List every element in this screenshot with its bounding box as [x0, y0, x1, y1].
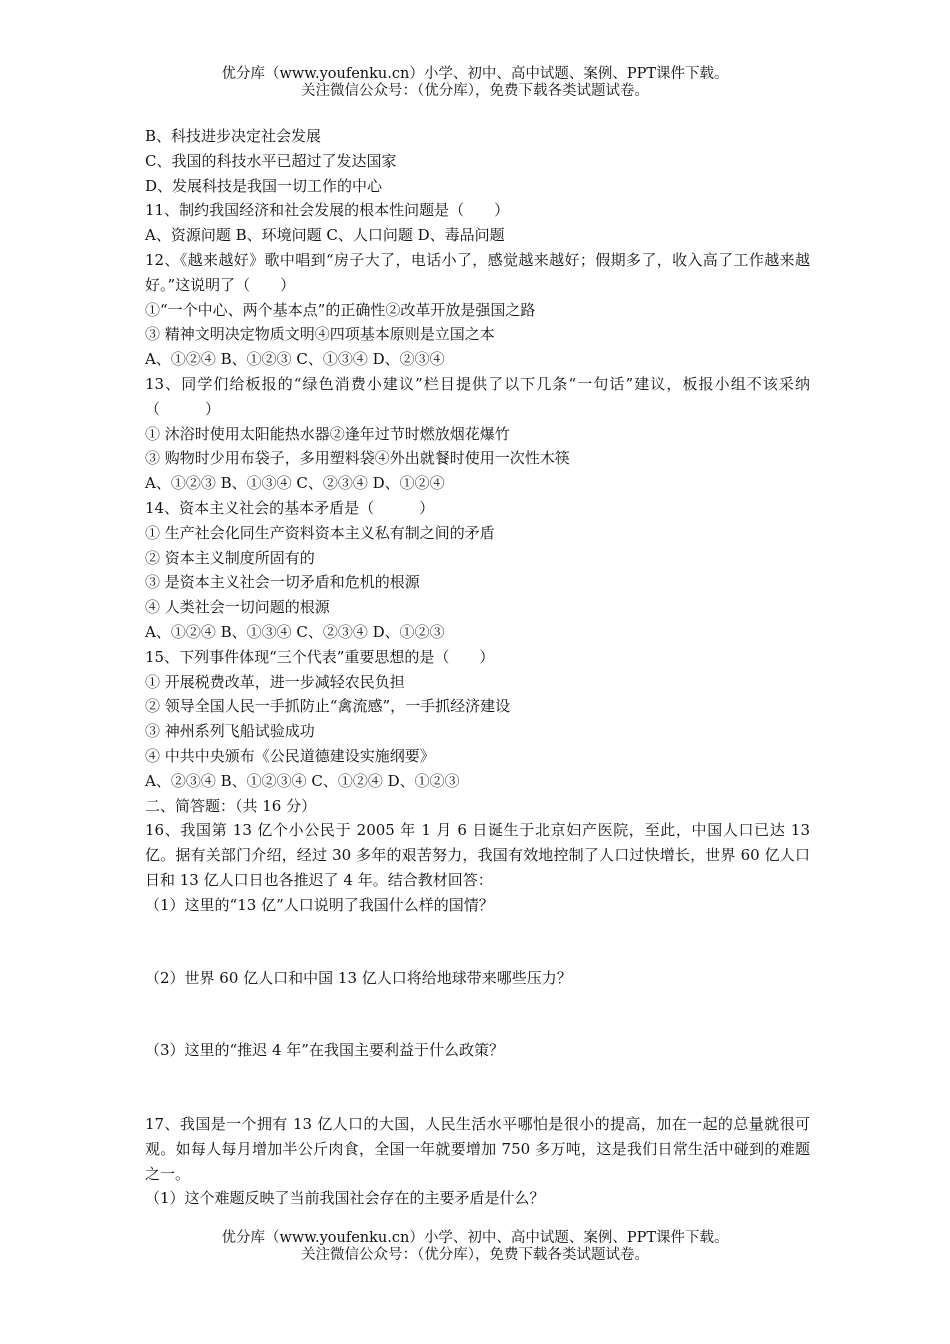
q13-item-1: ① 沐浴时使用太阳能热水器②逢年过节时燃放烟花爆竹	[145, 424, 510, 443]
q16-stem: 16、我国第 13 亿个小公民于 2005 年 1 月 6 日诞生于北京妇产医院，至此，中国人口已达 13 亿。据有关部门介绍，经过 30 多年的艰苦努力，我国有效地控制了人口过快增长，世界 60 亿人口日和 13 亿人口日也各推迟了 4 年。结合教材回答：	[145, 821, 810, 889]
header-line-1: 优分库（www.youfenku.cn）小学、初中、高中试题、案例、PPT课件下载。	[221, 66, 729, 82]
q14-options: A、①②④ B、①③④ C、②③④ D、①②③	[145, 622, 445, 641]
q15-item-4: ④ 中共中央颁布《公民道德建设实施纲要》	[145, 746, 435, 765]
q14-item-4: ④ 人类社会一切问题的根源	[145, 598, 330, 617]
q16-sub-2: （2）世界 60 亿人口和中国 13 亿人口将给地球带来哪些压力？	[145, 968, 572, 987]
q16-sub-1: （1）这里的“13 亿”人口说明了我国什么样的国情？	[145, 895, 494, 914]
q15-item-2: ② 领导全国人民一手抓防止“禽流感”，一手抓经济建设	[145, 697, 511, 716]
q13-item-2: ③ 购物时少用布袋子，多用塑料袋④外出就餐时使用一次性木筷	[145, 449, 570, 468]
answer-space	[145, 990, 810, 1038]
q14-item-3: ③ 是资本主义社会一切矛盾和危机的根源	[145, 573, 420, 592]
q17-stem: 17、我国是一个拥有 13 亿人口的大国，人民生活水平哪怕是很小的提高，加在一起的总量就很可观。如每人每月增加半公斤肉食，全国一年就要增加 750 多万吨，这是我们日常生活中碰到的难题之一。	[145, 1115, 810, 1183]
document-body	[145, 124, 810, 1211]
q15-stem: 15、下列事件体现“三个代表”重要思想的是（ ）	[145, 647, 495, 666]
page-header	[0, 66, 950, 100]
q12-stem: 12、《越来越好》歌中唱到“房子大了，电话小了，感觉越来越好；假期多了，收入高了工作越来越好。”这说明了（ ）	[145, 250, 810, 294]
q12-item-1: ①“一个中心、两个基本点”的正确性②改革开放是强国之路	[145, 300, 536, 319]
header-line-2: 关注微信公众号：（优分库），免费下载各类试题试卷。	[301, 83, 649, 99]
q17-sub-1: （1）这个难题反映了当前我国社会存在的主要矛盾是什么？	[145, 1189, 545, 1208]
q15-item-3: ③ 神州系列飞船试验成功	[145, 722, 315, 741]
q10-option-d: D、发展科技是我国一切工作的中心	[145, 176, 383, 195]
q10-option-c: C、我国的科技水平已超过了发达国家	[145, 151, 397, 170]
q11-options: A、资源问题 B、环境问题 C、人口问题 D、毒品问题	[145, 226, 505, 245]
footer-line-1: 优分库（www.youfenku.cn）小学、初中、高中试题、案例、PPT课件下载。	[221, 1230, 729, 1246]
answer-space	[145, 1063, 810, 1112]
footer-line-2: 关注微信公众号：（优分库），免费下载各类试题试卷。	[301, 1247, 649, 1263]
q15-item-1: ① 开展税费改革，进一步减轻农民负担	[145, 672, 405, 691]
q15-options: A、②③④ B、①②③④ C、①②④ D、①②③	[145, 771, 460, 790]
q12-item-2: ③ 精神文明决定物质文明④四项基本原则是立国之本	[145, 325, 495, 344]
page-footer	[0, 1230, 950, 1264]
q13-options: A、①②③ B、①③④ C、②③④ D、①②④	[145, 474, 445, 493]
q12-options: A、①②④ B、①②③ C、①③④ D、②③④	[145, 350, 445, 369]
q10-option-b: B、科技进步决定社会发展	[145, 127, 322, 145]
q14-stem: 14、资本主义社会的基本矛盾是（ ）	[145, 498, 435, 517]
q11-stem: 11、制约我国经济和社会发展的根本性问题是（ ）	[145, 201, 510, 220]
q14-item-1: ① 生产社会化同生产资料资本主义私有制之间的矛盾	[145, 523, 495, 542]
section-2-title: 二、简答题：（共 16 分）	[145, 796, 317, 815]
answer-space	[145, 918, 810, 966]
q16-sub-3: （3）这里的“推迟 4 年”在我国主要利益于什么政策？	[145, 1041, 504, 1060]
q14-item-2: ② 资本主义制度所固有的	[145, 548, 315, 567]
q13-stem: 13、同学们给板报的“绿色消费小建议”栏目提供了以下几条“一句话”建议，板报小组不该采纳（ ）	[145, 374, 810, 418]
